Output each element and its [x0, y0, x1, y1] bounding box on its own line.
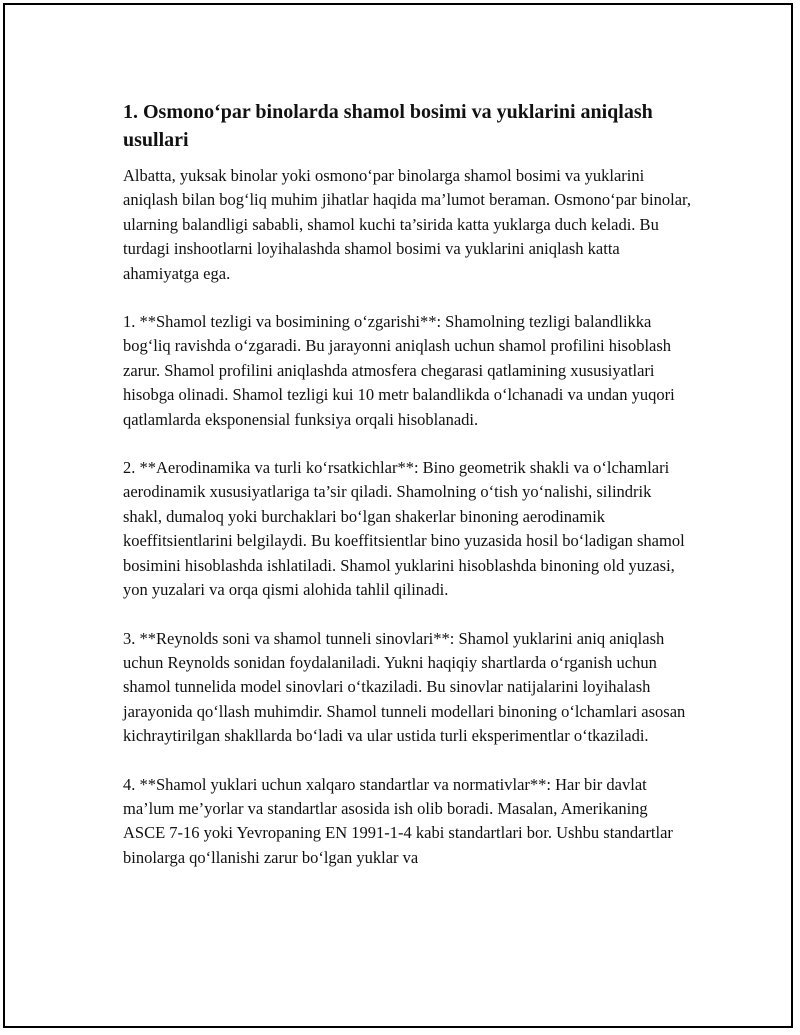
paragraph-standards: 4. **Shamol yuklari uchun xalqaro standartlar va normativlar**: Har bir davlat ma’lum me’yorlar va standartlar asosida ish olib boradi. Masalan, Amerikaning ASCE 7-16 yoki Yevropaning EN 1991-1-4 kabi standartlari bor. Ushbu standartlar binolarga qo‘llanishi zarur bo‘lgan yuklar va	[123, 774, 673, 867]
paragraph-wind-speed: 1. **Shamol tezligi va bosimining o‘zgarishi**: Shamolning tezligi balandlikka bog‘liq ravishda o‘zgaradi. Bu jarayonni aniqlash uchun shamol profilini hisoblash zarur. Shamol profilini aniqlashda atmosfera chegarasi qatlamining xususiyatlari hisobga olinadi. Shamol tezligi kui 10 metr balandlikda o‘lchanadi va undan yuqori qatlamlarda eksponensial funksiya orqali hisoblanadi.	[123, 312, 675, 429]
paragraph-reynolds: 3. **Reynolds soni va shamol tunneli sinovlari**: Shamol yuklarini aniq aniqlash uchun Reynolds sonidan foydalaniladi. Yukni haqiqiy shartlarda o‘rganish uchun shamol tunnelida model sinovlari o‘tkaziladi. Bu sinovlar natijalarini loyihalash jarayonida qo‘llash muhimdir. Shamol tunneli modellari binoning o‘lchamlari asosan kichraytirilgan shakllarda bo‘ladi va ular ustida turli eksperimentlar o‘tkaziladi.	[123, 628, 686, 746]
intro-paragraph: Albatta, yuksak binolar yoki osmono‘par binolarga shamol bosimi va yuklarini aniqlash bilan bog‘liq muhim jihatlar haqida ma’lumot beraman. Osmono‘par binolar, ularning balandligi sababli, shamol kuchi ta’sirida katta yuklarga duch keladi. Bu turdagi inshootlarni loyihalashda shamol bosimi va yuklarini aniqlash katta ahamiyatga ega.	[123, 166, 691, 283]
document-body	[123, 98, 693, 870]
page-frame	[3, 3, 793, 1028]
document-title: 1. Osmono‘par binolarda shamol bosimi va yuklarini aniqlash usullari	[123, 101, 653, 151]
paragraph-aerodynamics: 2. **Aerodinamika va turli ko‘rsatkichlar**: Bino geometrik shakli va o‘lchamlari aerodinamik xususiyatlariga ta’sir qiladi. Shamolning o‘tish yo‘nalishi, silindrik shakl, dumaloq yoki burchaklari bo‘lgan shakerlar binoning aerodinamik koeffitsientlarini belgilaydi. Bu koeffitsientlar bino yuzasida hosil bo‘ladigan shamol bosimini hisoblashda ishlatiladi. Shamol yuklarini hisoblashda binoning old yuzasi, yon yuzalari va orqa qismi alohida tahlil qilinadi.	[123, 458, 685, 600]
